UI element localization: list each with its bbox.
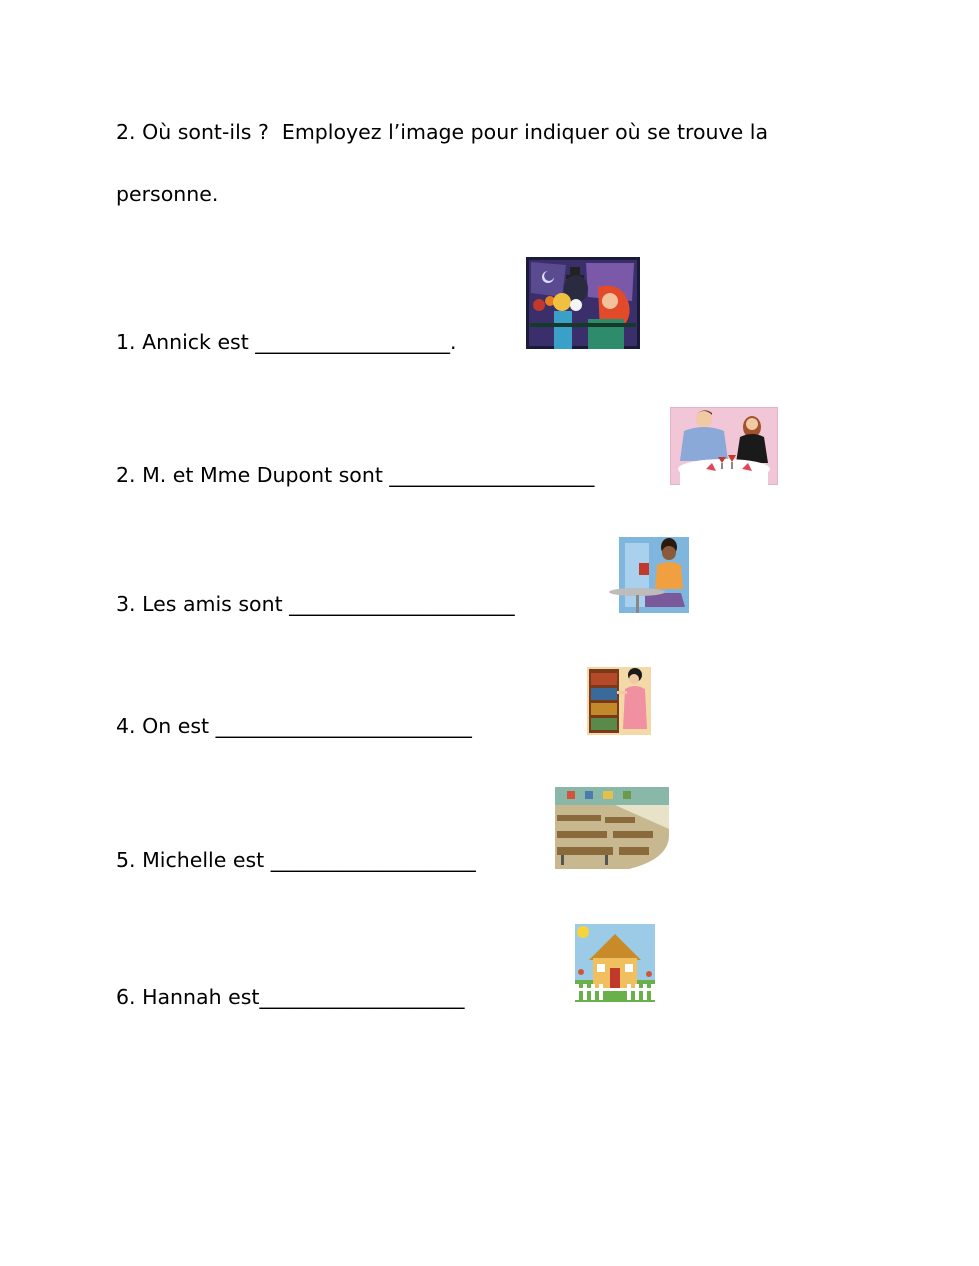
house-clipart <box>573 922 657 1004</box>
exercise-item-5: 5. Michelle est ____________________ <box>116 848 476 872</box>
library-clipart <box>587 667 651 735</box>
cafe-clipart <box>609 537 689 613</box>
exercise-item-3: 3. Les amis sont ______________________ <box>116 592 515 616</box>
exercise-item-6: 6. Hannah est____________________ <box>116 985 465 1009</box>
restaurant-clipart <box>670 407 778 485</box>
exercise-item-2: 2. M. et Mme Dupont sont ____________________ <box>116 463 595 487</box>
cinema-clipart <box>526 257 640 349</box>
exercise-item-4: 4. On est _________________________ <box>116 714 472 738</box>
classroom-clipart <box>555 787 669 869</box>
exercise-item-1: 1. Annick est ___________________. <box>116 330 457 354</box>
instructions-line-2: personne. <box>116 182 219 206</box>
instructions-line-1: 2. Où sont-ils ? Employez l’image pour indiquer où se trouve la <box>116 120 769 144</box>
